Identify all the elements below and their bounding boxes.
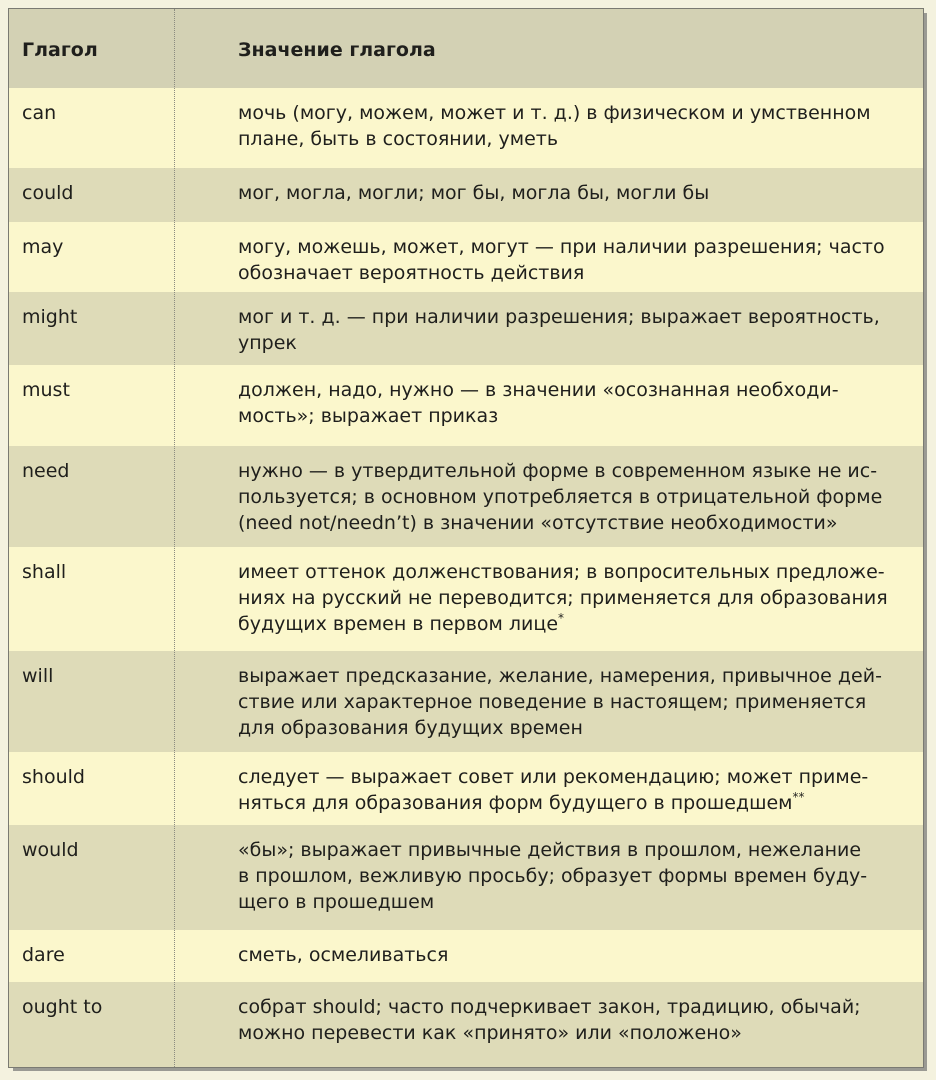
table-row	[9, 547, 923, 651]
meaning-line: «бы»; выражает привычные действия в прошлом, нежелание	[238, 839, 862, 861]
table-row	[9, 222, 923, 292]
verb-cell: could	[22, 182, 74, 204]
verb-cell: would	[22, 839, 79, 861]
meaning-line: могу, можешь, может, могут — при наличии разрешения; часто	[238, 236, 885, 258]
meaning-cell	[238, 377, 908, 429]
meaning-line: упрек	[238, 332, 297, 354]
meaning-line: имеет оттенок долженствования; в вопросительных предложе-	[238, 561, 885, 583]
footnote-mark: *	[558, 611, 565, 625]
meaning-line: пользуется; в основном употребляется в отрицательной форме	[238, 486, 883, 508]
meaning-cell	[238, 994, 908, 1046]
meaning-line: в прошлом, вежливую просьбу; образует формы времен буду-	[238, 865, 868, 887]
meaning-cell	[238, 663, 908, 741]
meaning-cell	[238, 304, 908, 356]
meaning-line: выражает предсказание, желание, намерения, привычное дей-	[238, 665, 882, 687]
meaning-line: нужно — в утвердительной форме в современном языке не ис-	[238, 460, 878, 482]
header-verb: Глагол	[22, 39, 98, 61]
verb-cell: will	[22, 665, 54, 687]
table-row	[9, 446, 923, 547]
meaning-line: для образования будущих времен	[238, 717, 583, 739]
meaning-line: (need not/needn’t) в значении «отсутствие необходимости»	[238, 512, 838, 534]
table-row	[9, 752, 923, 825]
table-row	[9, 651, 923, 752]
verb-cell: ought to	[22, 996, 103, 1018]
table-row	[9, 825, 923, 930]
table-row	[9, 930, 923, 982]
meaning-cell	[238, 942, 908, 968]
meaning-cell	[238, 559, 908, 637]
meaning-line: мог, могла, могли; мог бы, могла бы, могли бы	[238, 182, 710, 204]
meaning-line: щего в прошедшем	[238, 891, 435, 913]
column-divider	[174, 9, 175, 1067]
verb-cell: shall	[22, 561, 67, 583]
meaning-line: обозначает вероятность действия	[238, 262, 585, 284]
table-row	[9, 88, 923, 168]
table-row	[9, 292, 923, 365]
verb-cell: should	[22, 766, 85, 788]
meaning-line: ниях на русский не переводится; применяется для образования	[238, 587, 888, 609]
meaning-line: сметь, осмеливаться	[238, 944, 449, 966]
table-row	[9, 982, 923, 1067]
meaning-line: ствие или характерное поведение в настоящем; применяется	[238, 691, 867, 713]
meaning-cell	[238, 234, 908, 286]
modal-verbs-table	[9, 9, 923, 1067]
meaning-line: должен, надо, нужно — в значении «осознанная необходи-	[238, 379, 839, 401]
meaning-line: следует — выражает совет или рекомендацию; может приме-	[238, 766, 869, 788]
table-row	[9, 365, 923, 446]
verb-cell: can	[22, 102, 57, 124]
table-row	[9, 168, 923, 222]
meaning-cell	[238, 100, 908, 152]
meaning-cell	[238, 764, 908, 816]
meaning-line: мочь (могу, можем, может и т. д.) в физическом и умственном	[238, 102, 871, 124]
meaning-line: плане, быть в состоянии, уметь	[238, 128, 559, 150]
verb-cell: might	[22, 306, 78, 328]
verb-cell: must	[22, 379, 70, 401]
header-meaning: Значение глагола	[238, 39, 436, 61]
verb-cell: may	[22, 236, 64, 258]
meaning-line: можно перевести как «принято» или «положено»	[238, 1022, 742, 1044]
meaning-cell	[238, 180, 908, 206]
meaning-line: мог и т. д. — при наличии разрешения; выражает вероятность,	[238, 306, 880, 328]
meaning-cell	[238, 458, 908, 536]
footnote-mark: **	[792, 790, 805, 804]
meaning-line: мость»; выражает приказ	[238, 405, 499, 427]
verb-cell: need	[22, 460, 70, 482]
table-header	[9, 9, 923, 88]
verb-cell: dare	[22, 944, 65, 966]
meaning-line: собрат should; часто подчеркивает закон, традицию, обычай;	[238, 996, 861, 1018]
meaning-line: будущих времен в первом лице	[238, 613, 559, 635]
meaning-line: няться для образования форм будущего в прошедшем	[238, 792, 793, 814]
meaning-cell	[238, 837, 908, 915]
